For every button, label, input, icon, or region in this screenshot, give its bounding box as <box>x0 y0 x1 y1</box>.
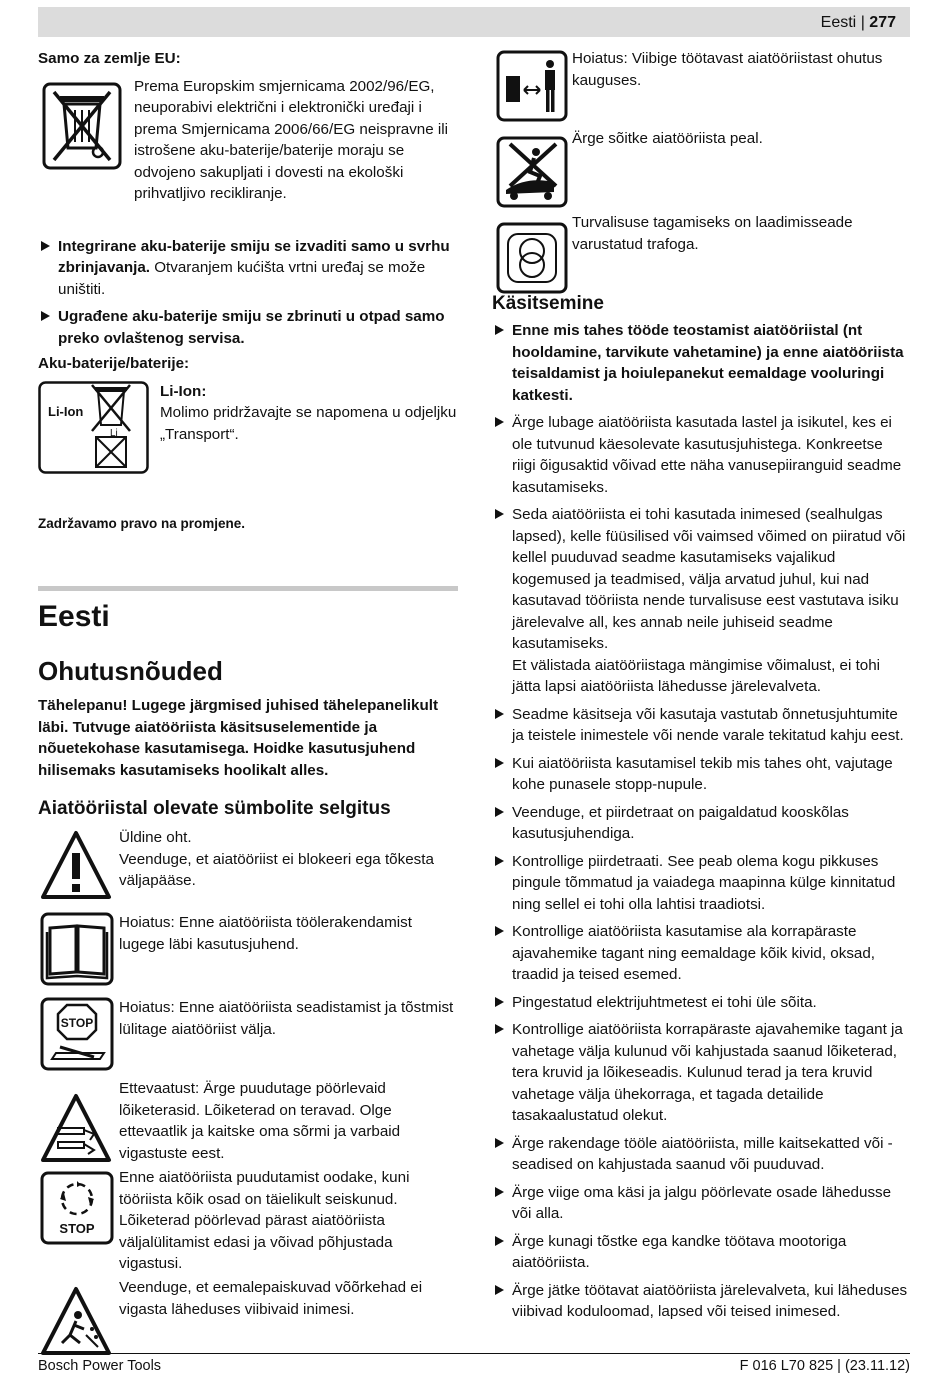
section-divider <box>38 586 458 591</box>
list-item <box>38 306 458 349</box>
list-item <box>492 1280 910 1323</box>
list-item <box>492 704 910 747</box>
crossed-bin-icon <box>42 82 124 172</box>
bullet-normal: Kontrollige aiatööriista korrapäraste ajavahemike tagant ja vahetage välja kulunud või kahjustada saanud lõiketerad, tera kruvid ja lõikeseadis. Kulunud terad ja tera kruvid vahetage välja ühekorraga, et tagada detailide tasakaalustatud olekut. <box>512 1021 903 1124</box>
symbol-text: Veenduge, et aiatööriist ei blokeeri ega tõkesta väljapääse. <box>119 850 434 889</box>
bullet-normal: Seda aiatööriista ei tohi kasutada inimesed (sealhulgas lapsed), kelle füüsilised või vaimsed võimed on piiratud või kellel puuduvad seadme kasutamiseks vajalikud kogemused ja teadmised, välja arvatud juhul, kui nad kasutavad tööriista nende turvalisuse eest vastutava isiku järelevalve all, kes annab neile juhiseid seadme kasutamiseks. <box>512 506 906 652</box>
warning-triangle-icon <box>40 829 112 901</box>
list-item <box>492 1133 910 1176</box>
li-ion-recycle-icon <box>38 381 150 475</box>
symbol-row <box>38 1277 458 1357</box>
bullet-normal: Seadme käsitseja või kasutaja vastutab õnnetusjuhtumite ja teistele inimestele või nende varale tekitatud kahju eest. <box>512 705 904 744</box>
list-item <box>492 1019 910 1127</box>
stop-label: STOP <box>59 1221 95 1236</box>
bullet-normal: Pingestatud elektrijuhtmetest ei tohi üle sõita. <box>512 993 817 1011</box>
list-item <box>492 320 910 406</box>
symbol-row <box>38 997 458 1078</box>
wait-stop-blades-icon <box>40 1171 114 1245</box>
bullet-normal: Ärge jätke töötavat aiatööriista järelevalveta, kui läheduses viibivad koduloomad, lapsed või teised inimesed. <box>512 1281 908 1320</box>
footer-doc-id: F 016 L70 825 | (23.11.12) <box>739 1358 910 1374</box>
bullet-normal: Kontrollige piirdetraati. See peab olema kogu pikkuses pingule tõmmatud ja vaiadega maapinna külge kinnitatud ning sellel ei tohi olla lahtisi traadiotsi. <box>512 852 896 913</box>
stop-switch-off-icon <box>40 997 114 1071</box>
bullet-normal: Ärge viige oma käsi ja jalgu pöörlevate osade lähedusse või alla. <box>512 1183 892 1222</box>
list-item <box>492 851 910 916</box>
symbol-row <box>38 827 458 906</box>
handling-title: Käsitsemine <box>492 293 604 314</box>
eu-title: Samo za zemlje EU: <box>38 50 181 67</box>
battery-title: Aku-baterije/baterije: <box>38 355 190 372</box>
symbol-row <box>492 128 910 212</box>
header-section: Eesti <box>820 14 857 31</box>
list-item <box>492 412 910 498</box>
safety-title: Ohutusnõuded <box>38 656 223 686</box>
safety-transformer-icon <box>496 222 568 294</box>
symbol-text: Hoiatus: Enne aiatööriista töölerakendamist lugege läbi kasutusjuhend. <box>119 914 412 953</box>
header-sep: | <box>860 14 865 31</box>
liion-text: Molimo pridržavajte se napomena u odjeljku „Transport“. <box>160 404 457 443</box>
symbols-title: Aiatööriistal olevate sümbolite selgitus <box>38 798 391 819</box>
footer-brand: Bosch Power Tools <box>38 1358 162 1374</box>
symbol-row <box>38 1167 458 1277</box>
handling-bullets <box>492 320 910 1323</box>
symbol-text: Turvalisuse tagamiseks on laadimisseade varustatud trafoga. <box>572 214 853 253</box>
bullet-normal: Kontrollige aiatööriista kasutamise ala korrapäraste ajavahemike tagant ning eemaldage kõik kivid, oksad, traadid ja teised esemed. <box>512 923 876 983</box>
language-title: Eesti <box>38 600 110 633</box>
manual-book-icon <box>40 912 114 986</box>
page-header <box>38 7 910 37</box>
list-item <box>492 1231 910 1274</box>
list-item <box>38 236 458 301</box>
symbol-row <box>38 1078 458 1167</box>
list-item <box>492 992 910 1014</box>
safety-intro: Tähelepanu! Lugege järgmised juhised tähelepanelikult läbi. Tutvuge aiatööriista käsitsuselementide ja nõuetekohase kasutamisega. Hoidke kasutusjuhend hilisemaks kasutamiseks hoolikalt alles. <box>38 697 439 779</box>
liion-block <box>38 381 458 477</box>
symbol-text: Hoiatus: Enne aiatööriista seadistamist ja tõstmist lülitage aiatööriist välja. <box>119 999 454 1038</box>
left-column <box>38 48 458 1357</box>
list-item <box>492 921 910 986</box>
battery-bullets <box>38 236 458 350</box>
reserve-note: Zadržavamo pravo na promjene. <box>38 515 246 531</box>
bullet-normal: Ärge rakendage tööle aiatööriista, mille kaitsekatted või - seadised on kahjustada saanud või puuduvad. <box>512 1134 893 1173</box>
list-item <box>492 753 910 796</box>
stop-sign-text: STOP <box>60 1016 94 1030</box>
weee-block <box>38 76 458 204</box>
bullet-normal: Ärge lubage aiatööriista kasutada lastel ja isikutel, kes ei ole tutvunud käesolevate kasutusjuhistega. Konkreetse riigi õigusaktid võivad ette näha vanusepiiranguid seadme kasutamiseks. <box>512 414 902 496</box>
bullet-normal: Ärge kunagi tõstke ega kandke töötava mootoriga aiatööriista. <box>512 1232 847 1271</box>
symbol-text: Ärge sõitke aiatööriista peal. <box>572 130 763 147</box>
symbol-text: Hoiatus: Viibige töötavast aiatööriistast ohutus kauguses. <box>572 50 883 89</box>
rotating-blade-hand-icon <box>40 1092 112 1164</box>
bullet-normal: Otvaranjem kućišta vrtni uređaj se može uništiti. <box>58 259 426 298</box>
symbol-text: Üldine oht. <box>119 829 192 846</box>
eu-text: Prema Europskim smjernicama 2002/96/EG, neuporabivi električni i elektronički uređaji i prema Smjernicama 2006/66/EG neispravne ili istrošene aku-baterije/baterije moraju se odvojeno sakupljati i dovesti na ekološki prihvatljivo recikliranje. <box>134 77 449 202</box>
keep-distance-icon <box>496 50 568 122</box>
symbol-text: Veenduge, et eemalepaiskuvad võõrkehad ei vigasta läheduses viibivaid inimesi. <box>119 1279 423 1318</box>
list-item <box>492 504 910 698</box>
li-ion-icon-label: Li-Ion <box>48 403 84 419</box>
no-riding-icon <box>496 136 568 208</box>
symbol-text: Enne aiatööriista puudutamist oodake, kuni tööriista kõik osad on täielikult seiskunud. Lõiketerad pöörlevad pärast aiatööriista väljalülitamist edasi ja võivad põhjustada vigastusi. <box>119 1169 410 1272</box>
symbol-row <box>38 912 458 991</box>
bullet-normal: Kui aiatööriista kasutamisel tekib mis tahes oht, vajutage kohe punasele stopp-nupule. <box>512 754 893 793</box>
li-ion-icon-sub: Li <box>110 427 118 439</box>
header-text <box>821 12 896 34</box>
header-page-number: 277 <box>869 14 896 31</box>
thrown-objects-icon <box>40 1285 112 1357</box>
list-item <box>492 1182 910 1225</box>
symbol-row <box>492 48 910 128</box>
bullet-normal: Veenduge, et piirdetraat on paigaldatud kooskõlas kasutusjuhendiga. <box>512 803 849 842</box>
bullet-bold: Integrirane aku-baterije smiju se izvaditi samo u svrhu zbrinjavanja. <box>58 237 450 276</box>
list-item <box>492 802 910 845</box>
bullet-bold: Ugrađene aku-baterije smiju se zbrinuti u otpad samo preko ovlaštenog servisa. <box>58 308 445 347</box>
symbol-text: Ettevaatust: Ärge puudutage pöörlevaid lõiketerasid. Lõiketerad on teravad. Olge ettevaatlik ja kaitske oma sõrmi ja varbaid vigastuste eest. <box>119 1080 401 1162</box>
bullet-bold: Enne mis tahes tööde teostamist aiatööriistal (nt hooldamine, tarvikute vahetamine) ja enne aiatööriista teisaldamist ja hoiulepanekut eemaldage vooluringi katkesti. <box>512 322 904 404</box>
bullet-extra: Et välistada aiatööriistaga mängimise võimalust, ei tohi jätta lapsi aiatööriista lähedusse järelevalveta. <box>512 656 881 695</box>
liion-title: Li-Ion: <box>160 382 207 400</box>
right-column <box>492 48 910 1329</box>
footer-divider <box>38 1353 910 1354</box>
symbol-row <box>492 212 910 296</box>
